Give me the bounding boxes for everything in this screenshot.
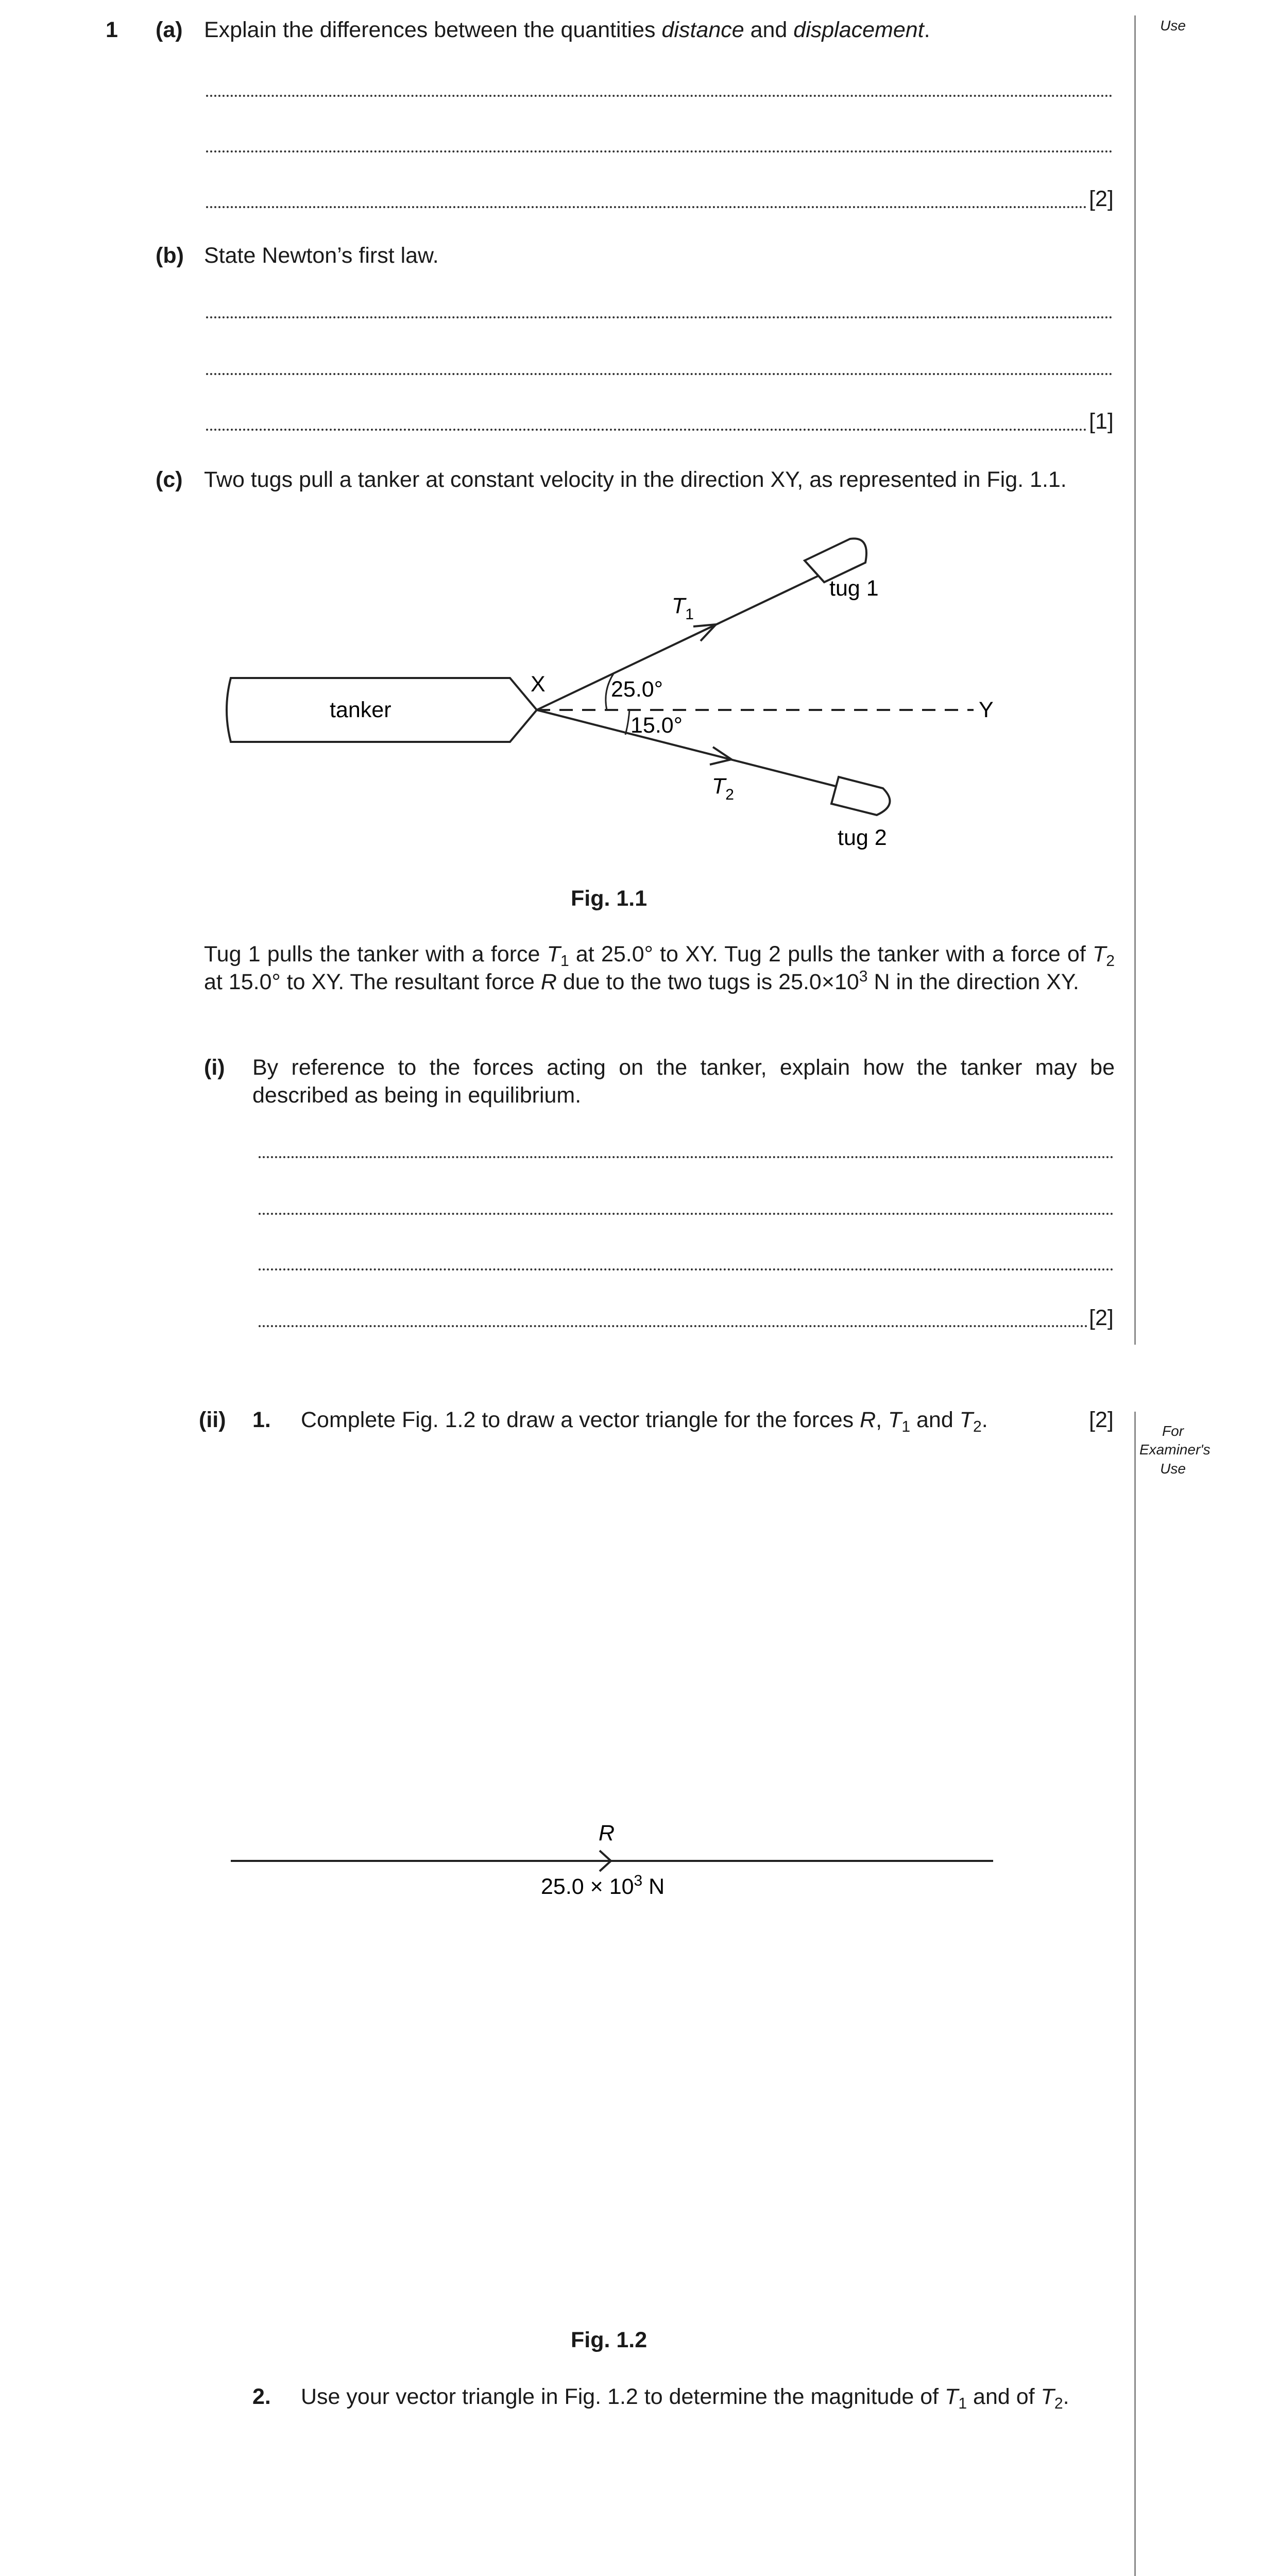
t2-force-line bbox=[537, 710, 840, 787]
ii1-sep2: and bbox=[910, 1408, 960, 1432]
part-a-text-pre: Explain the differences between the quantities bbox=[204, 18, 662, 42]
para-part-3: at 15.0° to XY. The resultant force bbox=[204, 969, 541, 994]
fig-1-1-caption: Fig. 1.1 bbox=[571, 886, 647, 911]
ii1-end: . bbox=[981, 1408, 988, 1432]
fig-1-1-diagram bbox=[0, 0, 1278, 876]
para-r-symbol: R bbox=[540, 969, 557, 994]
part-c-question: Two tugs pull a tanker at constant velocity in the direction XY, as represented in Fig. 1.1. bbox=[204, 467, 1067, 492]
part-a-label: (a) bbox=[156, 18, 183, 42]
tug-2-shape bbox=[831, 777, 890, 815]
part-c-i-label: (i) bbox=[204, 1055, 225, 1080]
part-a-term-distance: distance bbox=[661, 18, 744, 42]
fig-1-2-caption: Fig. 1.2 bbox=[571, 2328, 647, 2352]
para-exponent: 3 bbox=[859, 968, 868, 985]
tug-2-label: tug 2 bbox=[838, 825, 887, 850]
point-y-label: Y bbox=[979, 698, 994, 722]
part-c-i-question: By reference to the forces acting on the tanker, explain how the tanker may be described as being in equilibrium. bbox=[252, 1055, 1115, 1108]
part-a-term-displacement: displacement bbox=[793, 18, 924, 42]
ii1-r-symbol: R bbox=[860, 1408, 876, 1432]
marks-b: [1] bbox=[1089, 409, 1114, 434]
marks-a: [2] bbox=[1089, 187, 1114, 211]
para-part-2: at 25.0° to XY. Tug 2 pulls the tanker with a force of bbox=[569, 942, 1093, 967]
tanker-label: tanker bbox=[330, 698, 391, 722]
answer-line-c-i-2[interactable] bbox=[259, 1213, 1114, 1215]
part-c-ii-2-question bbox=[301, 2383, 1069, 2411]
examiner-use-label-page2 bbox=[1139, 1422, 1211, 1478]
part-b-question: State Newton’s first law. bbox=[204, 243, 439, 268]
ii1-t2-subscript: 2 bbox=[973, 1418, 982, 1436]
ii2-mid: and of bbox=[967, 2384, 1041, 2409]
part-c-ii-2-number: 2. bbox=[252, 2384, 271, 2409]
ii2-end: . bbox=[1063, 2384, 1069, 2409]
ii2-t2-subscript: 2 bbox=[1054, 2395, 1063, 2413]
marks-c-ii-1: [2] bbox=[1089, 1408, 1114, 1432]
examiner-use-label-top: Use bbox=[1160, 18, 1186, 33]
ii1-t1-subscript: 1 bbox=[901, 1418, 911, 1436]
para-t1-subscript: 1 bbox=[560, 953, 569, 970]
para-t2-subscript: 2 bbox=[1106, 953, 1115, 970]
ii1-sep1: , bbox=[876, 1408, 889, 1432]
resultant-r-label: R bbox=[599, 1821, 615, 1845]
answer-line-c-i-3[interactable] bbox=[259, 1268, 1114, 1270]
fig-1-2-diagram[interactable] bbox=[0, 1803, 1278, 1937]
tug-1-label: tug 1 bbox=[829, 576, 879, 601]
question-number: 1 bbox=[106, 18, 118, 42]
ii2-t1-subscript: 1 bbox=[958, 2395, 967, 2413]
examiner-label-line-2: Examiner's bbox=[1139, 1442, 1211, 1458]
t2-label: $T_2$ bbox=[712, 774, 734, 803]
angle-15-label: 15.0° bbox=[631, 713, 683, 738]
ii2-t1-symbol: T bbox=[945, 2384, 959, 2409]
tug-force-paragraph bbox=[204, 941, 1115, 996]
examiner-label-line-1: For bbox=[1162, 1423, 1184, 1439]
para-part-1: Tug 1 pulls the tanker with a force bbox=[204, 942, 547, 967]
angle-25-label: 25.0° bbox=[611, 677, 663, 702]
ii2-t2-symbol: T bbox=[1041, 2384, 1054, 2409]
part-b-label: (b) bbox=[156, 243, 184, 268]
angle-arc-15 bbox=[625, 710, 629, 735]
examiner-margin-rule-bottom bbox=[1134, 1412, 1136, 2576]
point-x-label: X bbox=[531, 672, 546, 697]
para-part-4: due to the two tugs is 25.0×10 bbox=[556, 969, 859, 994]
examiner-label-line-3: Use bbox=[1160, 1460, 1186, 1477]
part-c-label: (c) bbox=[156, 467, 183, 492]
para-t1-symbol: T bbox=[547, 942, 560, 967]
part-c-ii-label: (ii) bbox=[199, 1408, 226, 1432]
answer-line-c-i-4[interactable] bbox=[259, 1325, 1088, 1327]
para-t2-symbol: T bbox=[1092, 942, 1106, 967]
answer-line-c-i-1[interactable] bbox=[259, 1156, 1114, 1158]
ii1-text-pre: Complete Fig. 1.2 to draw a vector triangle for the forces bbox=[301, 1408, 860, 1432]
ii2-text-pre: Use your vector triangle in Fig. 1.2 to determine the magnitude of bbox=[301, 2384, 945, 2409]
part-c-ii-1-question bbox=[301, 1406, 988, 1434]
ii1-t1-symbol: T bbox=[888, 1408, 902, 1432]
para-part-5: N in the direction XY. bbox=[867, 969, 1079, 994]
resultant-magnitude: $25.0 \times 10^3$ N bbox=[541, 1872, 665, 1899]
marks-c-i: [2] bbox=[1089, 1306, 1114, 1330]
part-c-ii-1-number: 1. bbox=[252, 1408, 271, 1432]
part-a-text-end: . bbox=[924, 18, 930, 42]
ii1-t2-symbol: T bbox=[959, 1408, 973, 1432]
part-a-text-mid: and bbox=[744, 18, 794, 42]
t1-label: $T_1$ bbox=[672, 594, 694, 623]
